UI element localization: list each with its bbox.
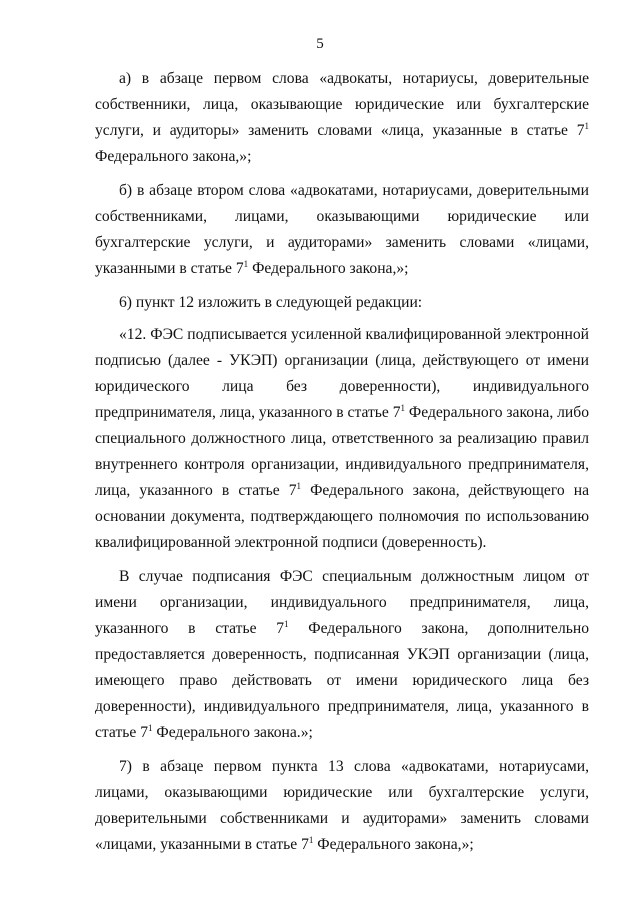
paragraph-item-a [95, 66, 589, 170]
superscript-1: 1 [308, 835, 314, 845]
paragraph-text: б) в абзаце втором слова «адвокатами, нотариусами, доверительными собственниками, лицами, оказывающими юридические или бухгалтерские услуги, и аудиторами» заменить словами «лицами, указанными в статье 7 [95, 182, 589, 277]
paragraph-text: Федерального закона, либо специального должностного лица, ответственного за реализацию правил внутреннего контроля организации, индивидуального предпринимателя, лица, указанного в статье 7 [95, 404, 589, 499]
paragraph-text: Федерального закона, действующего на основании документа, подтверждающего полномочия по использованию квалифицированной электронной подписи (доверенность). [95, 482, 589, 551]
superscript-1: 1 [148, 723, 153, 733]
superscript-1: 1 [284, 619, 289, 629]
paragraph-text: 6) пункт 12 изложить в следующей редакции: [119, 294, 423, 311]
superscript-1: 1 [243, 259, 249, 269]
superscript-1: 1 [296, 481, 302, 491]
paragraph-text: Федерального закона,»; [248, 260, 409, 277]
paragraph-text: 7) в абзаце первом пункта 13 слова «адвокатами, нотариусами, лицами, оказывающими юридические или бухгалтерские услуги, доверительными собственниками и аудиторами» заменить словами «лицами, указанными в статье 7 [95, 758, 589, 853]
paragraph-text: Федерального закона, дополнительно предоставляется доверенность, подписанная УКЭП организации (лица, имеющего право действовать от имени юридического лица без доверенности), индивидуального предпринимателя, лица, указанного в статье 7 [95, 620, 589, 741]
paragraph-text: а) в абзаце первом слова «адвокаты, нотариусы, доверительные собственники, лица, оказывающие юридические или бухгалтерские услуги, и аудиторы» заменить словами «лица, указанные в статье 7 [95, 70, 589, 139]
paragraph-signing-case [95, 564, 589, 746]
paragraph-item-7 [95, 754, 589, 858]
document-body [95, 66, 589, 866]
paragraph-text: В случае подписания ФЭС специальным должностным лицом от имени организации, индивидуального предпринимателя, лица, указанного в статье 7 [95, 568, 589, 637]
page-number: 5 [316, 36, 324, 52]
paragraph-point-12 [95, 322, 589, 556]
paragraph-item-b [95, 178, 589, 282]
paragraph-text: Федерального закона,»; [313, 836, 474, 853]
superscript-1: 1 [584, 121, 589, 131]
paragraph-text: Федерального закона.»; [152, 724, 313, 741]
paragraph-text: «12. ФЭС подписывается усиленной квалифицированной электронной подписью (далее - УКЭП) организации (лица, действующего от имени юридического лица без доверенности), индивидуального предпринимателя, лица, указанного в статье 7 [95, 326, 589, 421]
superscript-1: 1 [400, 403, 406, 413]
paragraph-item-6 [95, 290, 589, 316]
paragraph-text: Федерального закона,»; [95, 148, 252, 165]
